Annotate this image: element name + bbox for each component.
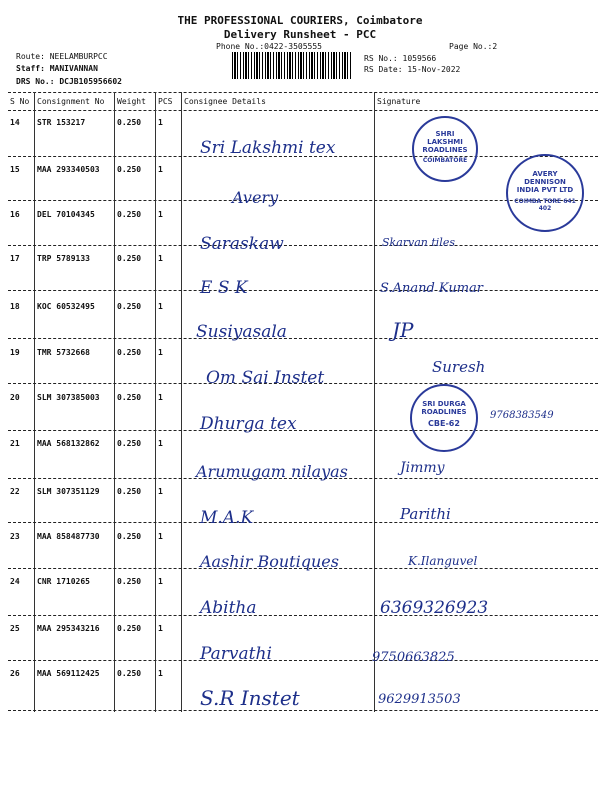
handwritten-consignee: Saraskaw <box>200 234 284 254</box>
row-consignment: STR 153217 <box>37 118 86 127</box>
row-weight: 0.250 <box>117 577 142 586</box>
row-consignment: DEL 70104345 <box>37 210 95 219</box>
row-sno: 19 <box>10 348 20 357</box>
signature: Skarvan tiles <box>382 236 455 249</box>
handwritten-consignee: S.R Instet <box>200 686 300 710</box>
handwritten-consignee: Om Sai Instet <box>206 368 325 388</box>
row-sno: 22 <box>10 487 20 496</box>
header-top-rule <box>8 92 598 93</box>
row-pcs: 1 <box>158 210 163 219</box>
signature: K.Ilanguvel <box>408 554 478 568</box>
row-pcs: 1 <box>158 487 163 496</box>
row-divider <box>8 660 598 661</box>
row-pcs: 1 <box>158 439 163 448</box>
rs-date: RS Date: 15-Nov-2022 <box>364 65 461 74</box>
handwritten-consignee: M.A.K <box>200 508 254 528</box>
header-bottom-rule <box>8 110 598 111</box>
avery-dennison-stamp <box>506 154 584 232</box>
row-weight: 0.250 <box>117 393 142 402</box>
signature: Jimmy <box>400 460 445 476</box>
row-pcs: 1 <box>158 348 163 357</box>
row-pcs: 1 <box>158 624 163 633</box>
stamp-text: SRI DURGA ROADLINES <box>421 400 467 416</box>
col-header-weight: Weight <box>117 97 146 106</box>
signature: S.Anand Kumar <box>380 281 484 296</box>
row-pcs: 1 <box>158 254 163 263</box>
col-divider <box>155 92 156 712</box>
row-divider <box>8 245 598 246</box>
row-weight: 0.250 <box>117 348 142 357</box>
col-header-sno: S No <box>10 97 30 106</box>
row-consignment: TRP 5789133 <box>37 254 90 263</box>
col-divider <box>34 92 35 712</box>
row-divider <box>8 338 598 339</box>
sri-durga-roadlines-stamp <box>410 384 478 452</box>
row-sno: 16 <box>10 210 20 219</box>
handwritten-consignee: Arumugam nilayas <box>196 462 348 481</box>
row-weight: 0.250 <box>117 165 142 174</box>
staff: Staff: MANIVANNAN <box>16 64 98 73</box>
stamp-text: AVERY DENNISON INDIA PVT LTD <box>516 170 574 194</box>
row-consignment: SLM 307385003 <box>37 393 100 402</box>
row-consignment: SLM 307351129 <box>37 487 100 496</box>
row-weight: 0.250 <box>117 532 142 541</box>
row-sno: 25 <box>10 624 20 633</box>
row-sno: 24 <box>10 577 20 586</box>
row-divider <box>8 522 598 523</box>
row-consignment: MAA 295343216 <box>37 624 100 633</box>
stamp-code: CBE-62 <box>428 419 460 428</box>
row-pcs: 1 <box>158 669 163 678</box>
row-sno: 21 <box>10 439 20 448</box>
row-weight: 0.250 <box>117 118 142 127</box>
route: Route: NEELAMBURPCC <box>16 52 108 61</box>
row-consignment: MAA 293340503 <box>37 165 100 174</box>
page-number: Page No.:2 <box>449 42 498 51</box>
handwritten-consignee: Avery <box>232 188 279 207</box>
drs-number: DRS No.: DCJB105956602 <box>16 77 122 86</box>
col-divider <box>114 92 115 712</box>
handwritten-consignee: Parvathi <box>200 644 272 664</box>
signature: Parithi <box>400 505 451 523</box>
barcode <box>232 52 352 79</box>
row-sno: 20 <box>10 393 20 402</box>
signature: JP <box>392 318 414 342</box>
signature: 9629913503 <box>378 692 461 707</box>
col-header-consignment: Consignment No <box>37 97 105 106</box>
row-sno: 26 <box>10 669 20 678</box>
row-pcs: 1 <box>158 393 163 402</box>
handwritten-consignee: Susiyasala <box>196 322 287 342</box>
col-header-pcs: PCS <box>158 97 173 106</box>
row-weight: 0.250 <box>117 210 142 219</box>
row-sno: 14 <box>10 118 20 127</box>
handwritten-consignee: E S K <box>200 278 248 298</box>
signature: 9768383549 <box>490 410 554 421</box>
row-pcs: 1 <box>158 118 163 127</box>
rs-number: RS No.: 1059566 <box>364 54 437 63</box>
row-weight: 0.250 <box>117 439 142 448</box>
row-weight: 0.250 <box>117 624 142 633</box>
stamp-city: COIMBA TORE 641 402 <box>514 198 576 212</box>
row-weight: 0.250 <box>117 302 142 311</box>
row-consignment: MAA 569112425 <box>37 669 100 678</box>
signature: 6369326923 <box>380 598 489 618</box>
row-consignment: MAA 568132862 <box>37 439 100 448</box>
row-consignment: MAA 858487730 <box>37 532 100 541</box>
row-divider <box>8 710 598 711</box>
row-consignment: KOC 60532495 <box>37 302 95 311</box>
handwritten-consignee: Dhurga tex <box>200 414 297 434</box>
row-weight: 0.250 <box>117 669 142 678</box>
row-weight: 0.250 <box>117 487 142 496</box>
row-consignment: TMR 5732668 <box>37 348 90 357</box>
stamp-text: SHRI LAKSHMI ROADLINES <box>422 130 468 154</box>
row-pcs: 1 <box>158 532 163 541</box>
signature: 9750663825 <box>372 650 455 665</box>
col-header-signature: Signature <box>377 97 421 106</box>
document-title: Delivery Runsheet - PCC <box>223 28 377 41</box>
handwritten-consignee: Sri Lakshmi tex <box>200 138 336 158</box>
row-consignment: CNR 1710265 <box>37 577 90 586</box>
row-sno: 17 <box>10 254 20 263</box>
row-pcs: 1 <box>158 302 163 311</box>
row-divider <box>8 615 598 616</box>
phone-number: Phone No.:0422-3505555 <box>216 42 322 51</box>
row-sno: 23 <box>10 532 20 541</box>
row-sno: 15 <box>10 165 20 174</box>
company-name: THE PROFESSIONAL COURIERS, Coimbatore <box>177 14 423 27</box>
handwritten-consignee: Aashir Boutiques <box>200 552 339 571</box>
row-divider <box>8 290 598 291</box>
stamp-city: COIMBATORE <box>422 157 468 164</box>
handwritten-consignee: Abitha <box>200 598 257 618</box>
row-divider <box>8 430 598 431</box>
col-divider <box>181 92 182 712</box>
col-divider <box>374 92 375 712</box>
row-pcs: 1 <box>158 577 163 586</box>
row-sno: 18 <box>10 302 20 311</box>
shri-lakshmi-roadlines-stamp <box>412 116 478 182</box>
col-header-details: Consignee Details <box>184 97 266 106</box>
signature: Suresh <box>432 358 486 376</box>
row-pcs: 1 <box>158 165 163 174</box>
row-weight: 0.250 <box>117 254 142 263</box>
